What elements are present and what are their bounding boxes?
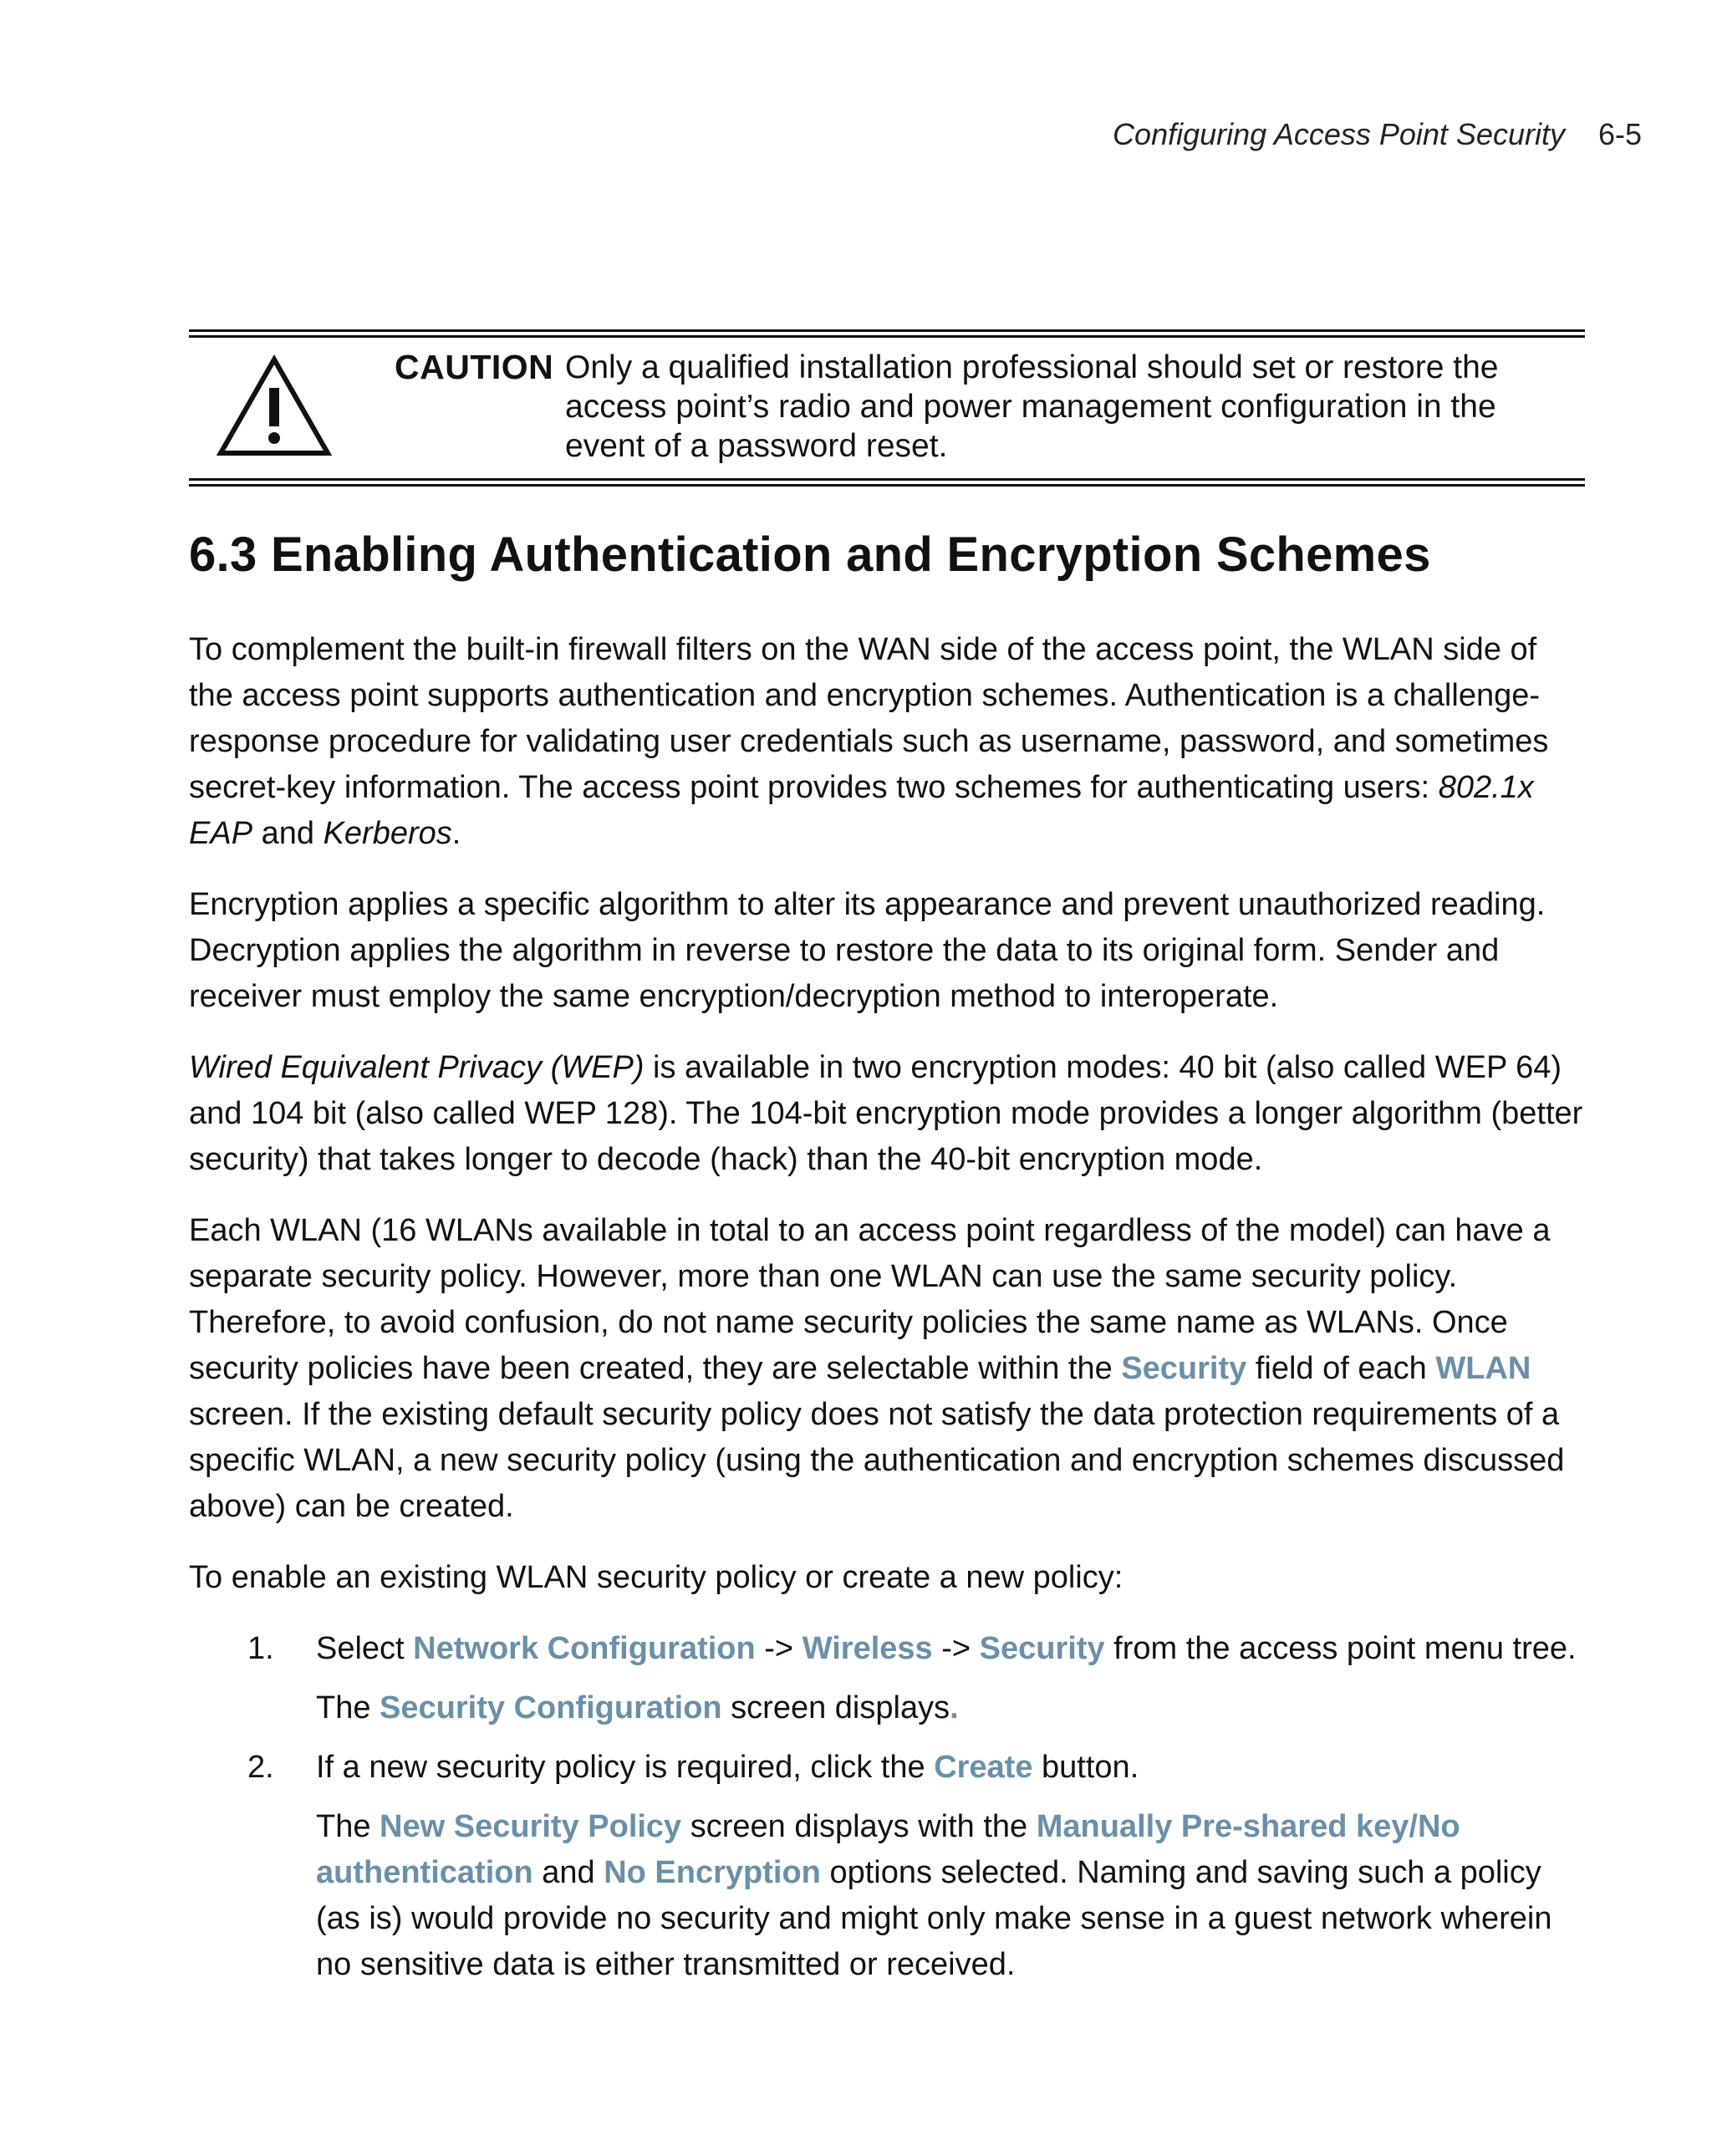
wireless-ref: Wireless [802,1631,933,1666]
step-1-sep-2: -> [932,1631,980,1666]
scheme-kerberos: Kerberos [323,816,452,851]
step-2-result-pre: The [316,1809,380,1844]
section-heading: 6.3 Enabling Authentication and Encryption Schemes [189,528,1431,582]
procedure-steps [189,1626,1585,1988]
step-1-pre: Select [316,1631,414,1666]
step-result [316,1804,1585,1988]
caution-top-rule [189,329,1585,338]
step-result [316,1685,1585,1731]
step-2-result-mid-1: screen displays with the [681,1809,1037,1844]
step-2-result-post: options selected. Naming and saving such a policy (as is) would provide no security and might only make sense in a guest network wherein no sensitive data is either transmitted or received. [316,1855,1552,1982]
running-header-title: Configuring Access Point Security [1113,117,1565,151]
step-1-result-dot: . [950,1690,959,1725]
scheme-802-1x-eap: 802.1x EAP [189,770,1534,851]
caution-box [189,329,1585,487]
security-menu-ref: Security [979,1631,1105,1666]
paragraph-encryption: Encryption applies a specific algorithm to alter its appearance and prevent unauthorized reading. Decryption applies the algorithm in reverse to restore the data to its original form. Sender and receiver must employ the same encryption/decryption method to interoperate. [189,887,1546,1014]
para1-and: and [252,816,324,851]
para4-text-b: field of each [1246,1351,1436,1386]
step-1-post: from the access point menu tree. [1104,1631,1577,1666]
wlan-screen-ref: WLAN [1435,1351,1531,1386]
running-header [1113,117,1642,152]
security-field-ref: Security [1121,1351,1247,1386]
security-configuration-ref: Security Configuration [380,1690,722,1725]
no-encryption-ref: No Encryption [604,1855,821,1890]
step-text [316,1626,1585,1672]
manually-pre-shared-key-ref: Manually Pre-shared key/No authentication [316,1809,1460,1890]
step-number: 2. [247,1750,274,1785]
caution-label: CAUTION [395,348,554,386]
network-configuration-ref: Network Configuration [413,1631,756,1666]
step-2-post: button. [1032,1750,1139,1785]
paragraph-procedure-intro: To enable an existing WLAN security policy or create a new policy: [189,1560,1124,1595]
paragraph-authentication [189,627,1585,857]
step-2-result-mid-2: and [532,1855,604,1890]
para3-text: is available in two encryption modes: 40 bit (also called WEP 64) and 104 bit (also called WEP 128). The 104-bit encryption mode provides a longer algorithm (better security) that takes longer to decode (hack) than the 40-bit encryption mode. [189,1050,1583,1177]
list-item [247,1626,1585,1731]
para4-text-a: Each WLAN (16 WLANs available in total to an access point regardless of the model) can have a separate security policy. However, more than one WLAN can use the same security policy. Therefore, to avoid confusion, do not name security policies the same name as WLANs. Once security policies have been created, they are selectable within the [189,1213,1551,1386]
warning-triangle-icon [216,354,333,460]
wep-term: Wired Equivalent Privacy (WEP) [189,1050,645,1085]
step-number: 1. [247,1631,274,1666]
para4-text-c: screen. If the existing default security policy does not satisfy the data protection requirements of a specific WLAN, a new security policy (using the authentication and encryption schemes discussed above) can be created. [189,1397,1565,1524]
step-1-result-pre: The [316,1690,380,1725]
para1-end: . [451,816,461,851]
step-1-result-post: screen displays [721,1690,950,1725]
paragraph-wlan-policy [189,1208,1585,1530]
caution-bottom-rule [189,478,1585,487]
list-item [247,1745,1585,1988]
paragraph-wep [189,1045,1585,1183]
step-1-sep-1: -> [755,1631,802,1666]
step-2-pre: If a new security policy is required, click the [316,1750,935,1785]
para1-text: To complement the built-in firewall filters on the WAN side of the access point, the WLAN side of the access point supports authentication and encryption schemes. Authentication is a challenge-response procedure for validating user credentials such as username, password, and sometimes secret-key information. The access point provides two schemes for authenticating users: [189,632,1549,805]
page-number: 6-5 [1597,117,1642,151]
create-button-ref: Create [934,1750,1033,1785]
body-content [189,627,1585,2001]
caution-text: Only a qualified installation professional should set or restore the access point’s radio and power management configuration in the event of a password reset. [565,349,1499,464]
step-text [316,1745,1585,1791]
new-security-policy-ref: New Security Policy [380,1809,682,1844]
